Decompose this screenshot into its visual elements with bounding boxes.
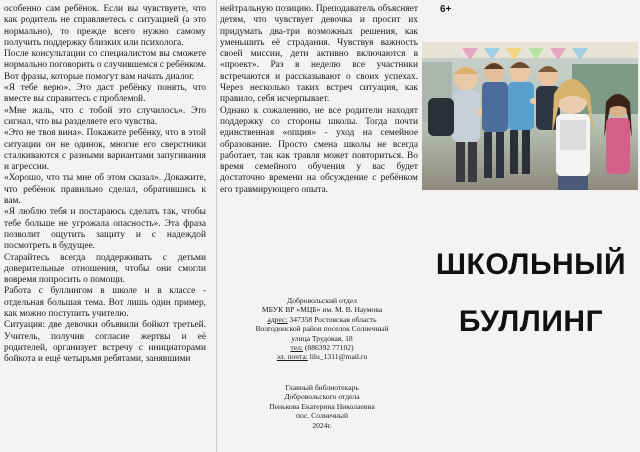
paragraph: «Мне жаль, что с тобой это случилось». Это сигнал, что вы разделяете его чувства. (4, 105, 206, 127)
address-line (224, 315, 420, 324)
paragraph: нейтральную позицию. Преподаватель объясняет детям, что чувствует девочка и просит их придумать два-три возможных решения, как уменьшить её страдания. Чувствуя важность своей миссии, дети активно включаются в «проект». Раз в неделю все участники встречаются и рассказывают о своих успехах. Через несколько таких встреч ситуация, как правило, себя исчерпывает. (220, 4, 418, 105)
address-line-2: Волгодонской район поселок Солнечный (255, 324, 389, 334)
brochure-title-line1: ШКОЛЬНЫЙ (435, 248, 627, 281)
address-label: адрес: (267, 314, 288, 324)
paragraph: Ситуация: две девочки объявили бойкот третьей. Учитель, получив согласие жертвы и её родителей, организует встречу с инициаторами бойкота и ещё четырьмя ребятами, занявшими (4, 320, 206, 365)
address-value: 347358 Ростовская область (287, 314, 377, 324)
paragraph: «Я тебе верю». Это даст ребёнку понять, что вместе вы справитесь с проблемой. (4, 83, 206, 105)
signature-place: пос. Солнечный (295, 411, 349, 421)
signature-year: 2024г. (312, 420, 332, 430)
paragraph: «Я люблю тебя и постараюсь сделать так, чтобы тебе больше не угрожала опасность». Эта фраза позволит ощутить защиту и с надеждой посмотреть в будущее. (4, 207, 206, 252)
bullying-photo (422, 42, 638, 190)
fold-divider (216, 0, 217, 452)
paragraph: «Хорошо, что ты мне об этом сказал». Докажите, что ребёнок правильно сделал, обратившись к вам. (4, 173, 206, 207)
signature-position: Главный библиотекарь (285, 383, 359, 392)
signature-name: Пенькова Екатерина Николаевна (269, 401, 375, 411)
email-line (224, 352, 420, 361)
signature-department: Добровольского отдела (284, 392, 360, 402)
age-rating: 6+ (440, 4, 452, 15)
paragraph: Старайтесь всегда поддерживать с детьми доверительные отношения, чтобы они смогли вовремя попросить о помощи. (4, 252, 206, 286)
contact-block (224, 296, 420, 362)
email-label: эл. почта: (276, 352, 308, 362)
brochure-title-line2: БУЛЛИНГ (458, 305, 604, 338)
email-value: lilu_1311@mail.ru (307, 352, 368, 362)
paragraph: особенно сам ребёнок. Если вы чувствуете, что как родитель не справляетесь с ситуацией (а это нормально), то прежде всего нужно самому получить поддержку близких или психолога. (4, 4, 206, 48)
paragraph: Работа с буллингом в школе и в классе - отдельная большая тема. Вот лишь один пример, как можно поступить учителю. (4, 286, 206, 320)
org-name: Добровольский отдел (287, 296, 357, 305)
paragraph: Однако к сожалению, не все родители находят поддержку со стороны школы. Тогда почти единственная «опция» - уход на семейное образование. Просто смена школы не всегда работает, так как травля может повториться. Во время семейного обучения у вас будет достаточно времени на обсуждение с ребёнком его травмирующего опыта. (220, 105, 418, 195)
signature-block (224, 383, 420, 430)
left-text-column (4, 4, 206, 450)
phone-line (224, 343, 420, 352)
middle-text-column (220, 4, 418, 226)
phone-label: тел: (290, 343, 303, 353)
org-name-full: МБУК ВР «МЦБ» им. М. В. Наумова (261, 305, 383, 315)
paragraph: После консультации со специалистом вы сможете нормально поговорить о случившемся с ребёнком. Вот фразы, которые помогут вам начать диалог. (4, 49, 206, 82)
address-line-3: улица Трудовая, 18 (291, 333, 353, 343)
paragraph: «Это не твоя вина». Покажите ребёнку, что в этой ситуации он не одинок, многие его сверстники сталкиваются с разными вариантами запугивания и агрессии. (4, 128, 206, 173)
phone-value: (886392 77102) (302, 343, 354, 353)
